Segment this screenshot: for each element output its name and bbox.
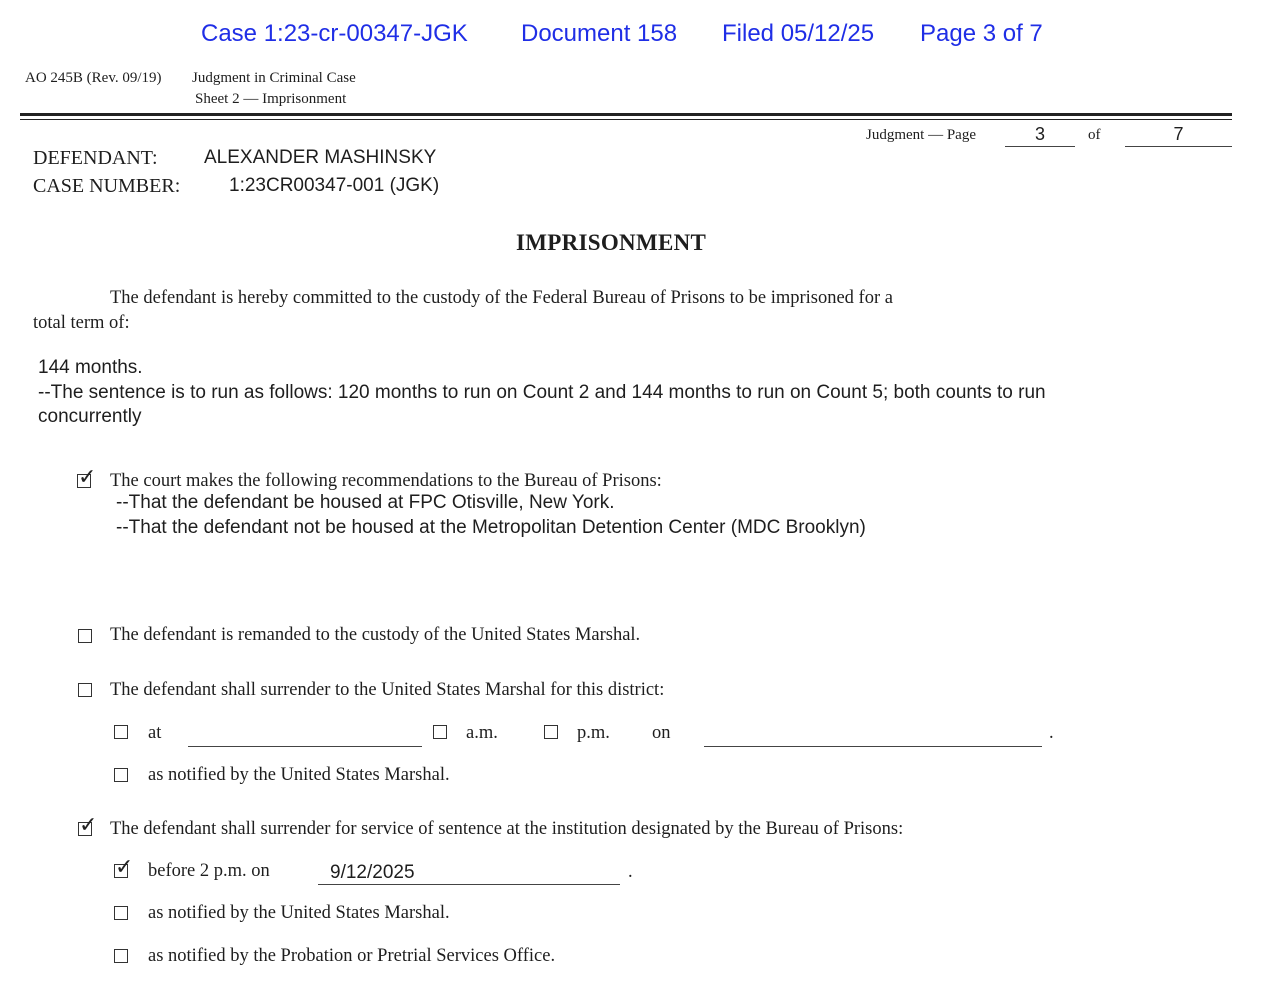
- remanded-label: The defendant is remanded to the custody of the United States Marshal.: [110, 625, 641, 645]
- at-time-field[interactable]: [188, 746, 422, 747]
- header-rule-thick: [20, 113, 1232, 116]
- am-label: a.m.: [466, 723, 498, 743]
- on-date-field[interactable]: [704, 746, 1042, 747]
- period-mark: .: [628, 862, 633, 882]
- checkmark-icon: ✓: [79, 813, 98, 838]
- notified-probation-label: as notified by the Probation or Pretrial Services Office.: [148, 946, 556, 966]
- checkmark-icon: ✓: [115, 855, 134, 880]
- before-date-checkbox[interactable]: [114, 855, 134, 880]
- term-months: 144 months.: [38, 357, 143, 378]
- defendant-label: DEFENDANT:: [33, 147, 158, 169]
- before-date-field[interactable]: 9/12/2025: [318, 862, 620, 885]
- form-title: Judgment in Criminal Case: [192, 70, 356, 86]
- commitment-line-1: The defendant is hereby committed to the custody of the Federal Bureau of Prisons to be imprisoned for a: [110, 288, 893, 308]
- recommendation-item: --That the defendant not be housed at the Metropolitan Detention Center (MDC Brooklyn): [116, 517, 866, 538]
- surrender-marshal-label: The defendant shall surrender to the United States Marshal for this district:: [110, 680, 665, 700]
- surrender-marshal-checkbox[interactable]: [78, 683, 92, 697]
- recommendations-checkbox[interactable]: [77, 465, 97, 490]
- notified-marshal-label: as notified by the United States Marshal.: [148, 765, 450, 785]
- checkmark-icon: ✓: [78, 465, 97, 490]
- on-label: on: [652, 723, 671, 743]
- recommendation-item: --That the defendant be housed at FPC Otisville, New York.: [116, 492, 615, 513]
- judgment-page-of: of: [1088, 127, 1101, 143]
- institution-notified-marshal-label: as notified by the United States Marshal.: [148, 903, 450, 923]
- form-sheet: Sheet 2 — Imprisonment: [195, 91, 347, 107]
- institution-notified-marshal-checkbox[interactable]: [114, 906, 128, 920]
- am-checkbox[interactable]: [433, 725, 447, 739]
- before-label: before 2 p.m. on: [148, 861, 270, 881]
- form-code: AO 245B (Rev. 09/19): [25, 70, 162, 86]
- section-title: IMPRISONMENT: [516, 230, 707, 255]
- case-number-value: 1:23CR00347-001 (JGK): [229, 175, 440, 196]
- period-mark: .: [1049, 723, 1054, 743]
- term-concurrent: concurrently: [38, 406, 142, 427]
- case-stamp: Case 1:23-cr-00347-JGK: [201, 20, 468, 47]
- surrender-institution-checkbox[interactable]: [78, 813, 98, 838]
- commitment-line-2: total term of:: [33, 313, 130, 333]
- judgment-page-total: 7: [1125, 124, 1232, 147]
- case-number-label: CASE NUMBER:: [33, 175, 181, 197]
- term-detail: --The sentence is to run as follows: 120 months to run on Count 2 and 144 months to run on Count 5; both counts to run: [38, 382, 1046, 403]
- remanded-checkbox[interactable]: [78, 629, 92, 643]
- judgment-page-label: Judgment — Page: [866, 127, 976, 143]
- notified-marshal-checkbox[interactable]: [114, 768, 128, 782]
- at-label: at: [148, 723, 162, 743]
- page-stamp: Page 3 of 7: [920, 20, 1043, 47]
- header-rule-thin: [20, 119, 1232, 120]
- filed-stamp: Filed 05/12/25: [722, 20, 875, 47]
- pm-label: p.m.: [577, 723, 610, 743]
- recommendations-label: The court makes the following recommendations to the Bureau of Prisons:: [110, 471, 662, 491]
- pm-checkbox[interactable]: [544, 725, 558, 739]
- judgment-page-current: 3: [1005, 124, 1075, 147]
- surrender-institution-label: The defendant shall surrender for service of sentence at the institution designated by the Bureau of Prisons:: [110, 819, 904, 839]
- defendant-name: ALEXANDER MASHINSKY: [204, 147, 437, 168]
- document-stamp: Document 158: [521, 20, 678, 47]
- at-time-checkbox[interactable]: [114, 725, 128, 739]
- notified-probation-checkbox[interactable]: [114, 949, 128, 963]
